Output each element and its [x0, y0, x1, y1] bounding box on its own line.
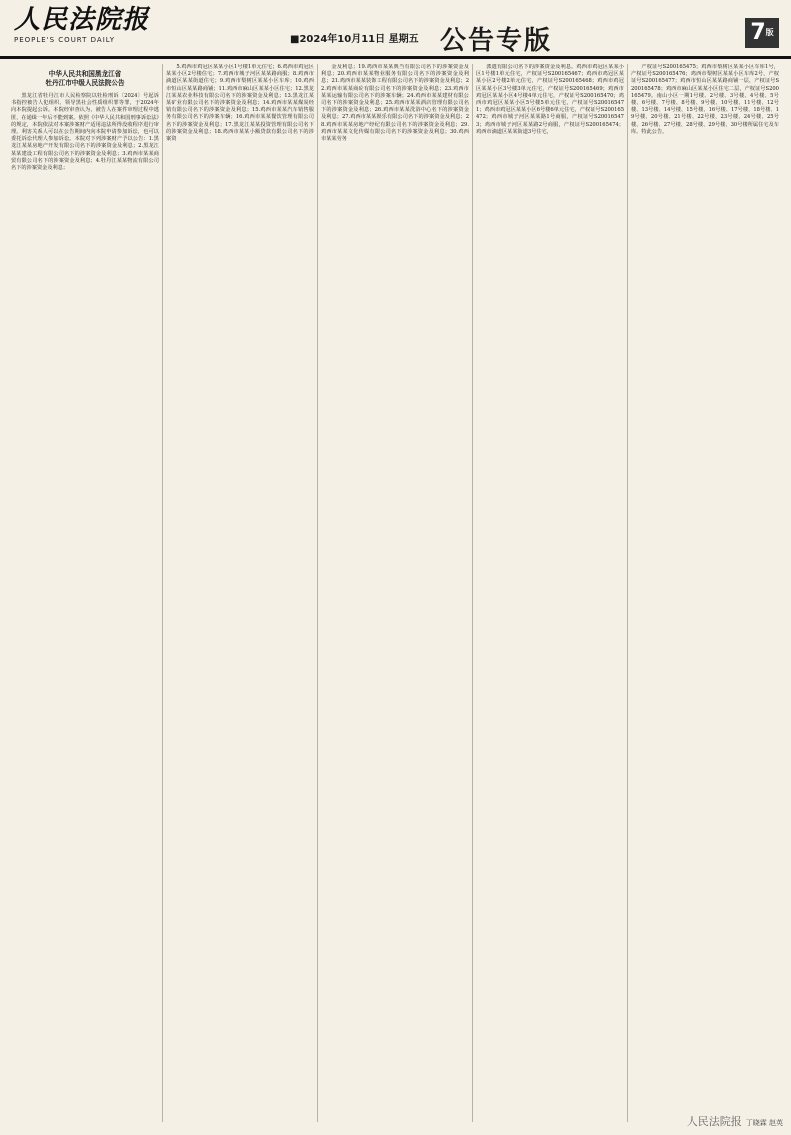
column-2 [163, 64, 318, 1122]
newspaper-logo [14, 6, 214, 48]
header-rule [0, 58, 791, 59]
notice-heading-line-1: 中华人民共和国黑龙江省 [48, 70, 122, 78]
notice-body-part-1: 黑龙江省牡丹江市人民检察院以牡检刑诉〔2024〕号起诉书指控被告人犯组织、领导黑社会性质组织罪等罪，于2024年向本院提起公诉。本院经审查认为，被告人在案件审理过程中逃匿，在通缉一年后不能到案。依照《中华人民共和国刑事诉讼法》的规定，本院依法对本案涉案财产适用违法所得没收程序进行审理。利害关系人可以在公告期间内向本院申请参加诉讼，也可以委托诉讼代理人参加诉讼。本院对下列涉案财产予以公告：1.黑龙江某某房地产开发有限公司名下的涉案资金及利息；2.黑龙江某某建设工程有限公司名下的涉案资金及利息；3.鸡西市某某商贸有限公司名下的涉案资金及利息；4.牡丹江某某物流有限公司名下的涉案资金及利息； [11, 93, 159, 172]
footer-editor: 丁晓霖 赵英 [745, 1119, 783, 1127]
footer-watermark [687, 1113, 783, 1129]
notice-heading [11, 70, 159, 88]
column-4 [473, 64, 628, 1122]
notice-body-part-5: 产权证号S200165475；鸡西市梨树区某某小区车库1号，产权证号S200165476；鸡西市梨树区某某小区车库2号，产权证号S200165477；鸡西市恒山区某某路商铺一层，产权证号S200165478；鸡西市麻山区某某小区住宅二层，产权证号S200165479。南山小区一期1号楼、2号楼、3号楼、4号楼、5号楼、6号楼、7号楼、8号楼、9号楼、10号楼、11号楼、12号楼、13号楼、14号楼、15号楼、16号楼、17号楼、18号楼、19号楼、20号楼、21号楼、22号楼、23号楼、24号楼、25号楼、26号楼、27号楼、28号楼、29号楼、30号楼所属住宅及车库。特此公告。 [631, 64, 779, 135]
article-columns [8, 64, 783, 1122]
footer-mark-text: 人民法院报 [686, 1115, 742, 1128]
notice-body-part-3: 金及利息；19.鸡西市某某典当有限公司名下的涉案资金及利息；20.鸡西市某某物业服务有限公司名下的涉案资金及利息；21.鸡西市某某装饰工程有限公司名下的涉案资金及利息；22.鸡西市某某商砼有限公司名下的涉案资金及利息；23.鸡西市某某运输有限公司名下的涉案车辆；24.鸡西市某某建材有限公司名下的涉案资金及利息；25.鸡西市某某酒店管理有限公司名下的涉案资金及利息；26.鸡西市某某洗浴中心名下的涉案资金及利息；27.鸡西市某某娱乐有限公司名下的涉案资金及利息；28.鸡西市某某房地产经纪有限公司名下的涉案资金及利息；29.鸡西市某某文化传媒有限公司名下的涉案资金及利息；30.鸡西市某某劳务 [321, 64, 469, 143]
issue-date: ■2024年10月11日 星期五 [290, 34, 419, 45]
logo-english: PEOPLE'S COURT DAILY [14, 36, 116, 44]
masthead [0, 0, 791, 58]
page-suffix: 版 [765, 28, 774, 37]
page-number: 7 [750, 20, 766, 45]
notice-body-part-2: 5.鸡西市鸡冠区某某小区1号楼1单元住宅；6.鸡西市鸡冠区某某小区2号楼住宅；7.鸡西市城子河区某某路商服；8.鸡西市滴道区某某街道住宅；9.鸡西市梨树区某某小区车库；10.鸡西市恒山区某某路商铺；11.鸡西市麻山区某某小区住宅；12.黑龙江某某农业科技有限公司名下的涉案资金及利息；13.黑龙江某某矿业有限公司名下的涉案资金及利息；14.鸡西市某某煤炭经销有限公司名下的涉案资金及利息；15.鸡西市某某汽车销售服务有限公司名下的涉案车辆；16.鸡西市某某餐饮管理有限公司名下的涉案资金及利息；17.黑龙江某某投资管理有限公司名下的涉案资金及利息；18.鸡西市某某小额贷款有限公司名下的涉案资 [166, 64, 314, 143]
logo-chinese: 人民法院报 [14, 5, 150, 35]
column-5 [628, 64, 782, 1122]
section-title: 公告专版 [440, 26, 553, 56]
notice-body-part-4: 派遣有限公司名下的涉案资金及利息。鸡西市鸡冠区某某小区1号楼1单元住宅，产权证号S200165467；鸡西市鸡冠区某某小区2号楼2单元住宅，产权证号S200165468；鸡西市鸡冠区某某小区3号楼3单元住宅，产权证号S200165469；鸡西市鸡冠区某某小区4号楼4单元住宅，产权证号S200165470；鸡西市鸡冠区某某小区5号楼5单元住宅，产权证号S200165471；鸡西市鸡冠区某某小区6号楼6单元住宅，产权证号S200165472；鸡西市城子河区某某路1号商服，产权证号S200165473；鸡西市城子河区某某路2号商服，产权证号S200165474；鸡西市滴道区某某街道3号住宅， [476, 64, 624, 135]
page-number-badge [745, 18, 779, 48]
column-1 [8, 64, 163, 1122]
notice-heading-line-2: 牡丹江市中级人民法院公告 [45, 79, 125, 87]
column-3 [318, 64, 473, 1122]
